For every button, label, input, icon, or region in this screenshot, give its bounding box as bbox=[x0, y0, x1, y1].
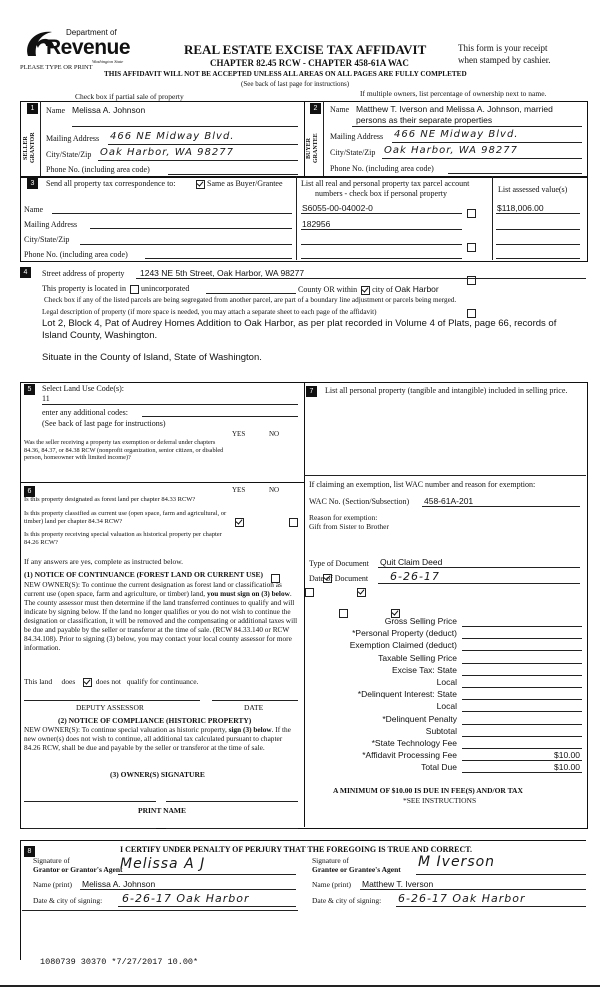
section-6-divider bbox=[20, 482, 304, 483]
notice1-bold: you must sign on (3) below bbox=[206, 589, 290, 598]
fee-row bbox=[312, 738, 582, 750]
seller-name-line bbox=[72, 126, 298, 127]
fee-label: Excise Tax: State bbox=[391, 664, 457, 675]
fee-label: *Delinquent Penalty bbox=[382, 713, 457, 724]
grantor-name-field[interactable]: Melissa A. Johnson bbox=[82, 879, 156, 889]
unincorporated-checkbox[interactable] bbox=[130, 285, 139, 294]
reason-label: Reason for exemption: bbox=[309, 513, 378, 522]
fee-row bbox=[312, 689, 582, 701]
section-8-top bbox=[20, 840, 586, 841]
deputy-assessor-field[interactable] bbox=[24, 700, 200, 701]
parcel-number-field[interactable]: 182956 bbox=[302, 219, 331, 229]
qualify-label: qualify for continuance. bbox=[126, 677, 199, 686]
fee-label: Local bbox=[436, 677, 457, 687]
notice-continuance-title: (1) NOTICE OF CONTINUANCE (FOREST LAND OR CURRENT USE) bbox=[24, 570, 264, 579]
grantee-date-label: Date & city of signing: bbox=[312, 896, 382, 905]
fee-row bbox=[312, 616, 582, 628]
fee-value-field[interactable]: $10.00 bbox=[554, 762, 580, 773]
grantee-sig-label-2: Grantee or Grantee's Agent bbox=[312, 865, 401, 874]
grantor-label: GRANTOR bbox=[30, 132, 36, 164]
grantor-bottom-line bbox=[22, 910, 298, 911]
logo-revenue: Revenue bbox=[46, 36, 131, 59]
seller-city-label: City/State/Zip bbox=[46, 150, 92, 159]
fee-label: *Affidavit Processing Fee bbox=[362, 750, 457, 761]
grantee-sig-line bbox=[416, 874, 586, 875]
fee-row bbox=[312, 677, 582, 689]
corr-divider bbox=[296, 176, 297, 260]
seller-mailing-field[interactable]: 466 NE Midway Blvd. bbox=[110, 131, 235, 142]
fee-row bbox=[312, 750, 582, 762]
buyer-city-label: City/State/Zip bbox=[330, 148, 376, 157]
assessed-header: List assessed value(s) bbox=[498, 185, 568, 194]
grantee-name-field[interactable]: Matthew T. Iverson bbox=[362, 879, 434, 889]
buyer-name-field[interactable]: Matthew T. Iverson and Melissa A. Johnson, married bbox=[356, 104, 553, 114]
unincorporated-label: unincorporated bbox=[140, 284, 190, 293]
buyer-phone-label: Phone No. (including area code) bbox=[330, 164, 434, 173]
if-yes-note: If any answers are yes, complete as instructed below. bbox=[24, 557, 184, 566]
forest-q2-yes-checkbox[interactable] bbox=[305, 588, 314, 597]
fee-label: *Personal Property (deduct) bbox=[352, 628, 457, 639]
fee-line bbox=[462, 638, 582, 639]
exemption-intro: If claiming an exemption, list WAC number and reason for exemption: bbox=[309, 480, 536, 489]
parcel-number-field[interactable] bbox=[301, 258, 462, 259]
fee-label: *Delinquent Interest: State bbox=[357, 689, 457, 700]
fee-label: Taxable Selling Price bbox=[378, 652, 457, 663]
seller-phone-label: Phone No. (including area code) bbox=[46, 165, 150, 174]
grantee-name-label: Name (print) bbox=[312, 880, 351, 889]
section-6-tag: 6 bbox=[24, 486, 35, 497]
minimum-due-note: A MINIMUM OF $10.00 IS DUE IN FEE(S) AND/OR TAX bbox=[333, 786, 523, 795]
fee-line bbox=[462, 736, 582, 737]
deputy-assessor-label: DEPUTY ASSESSOR bbox=[76, 703, 144, 712]
buyer-divider bbox=[323, 101, 324, 176]
exemption-no-checkbox[interactable] bbox=[289, 518, 298, 527]
grantor-sig-line bbox=[118, 874, 296, 875]
form-title: REAL ESTATE EXCISE TAX AFFIDAVIT bbox=[184, 42, 427, 57]
parcel-line bbox=[301, 229, 462, 230]
section-4-tag: 4 bbox=[20, 267, 31, 278]
seller-city-line bbox=[98, 160, 298, 161]
fee-line bbox=[462, 724, 582, 725]
does-not-checkbox[interactable] bbox=[83, 678, 92, 687]
buyer-name-field-2[interactable]: persons as their separate properties bbox=[356, 115, 493, 125]
please-type: PLEASE TYPE OR PRINT bbox=[20, 64, 93, 71]
assessed-line bbox=[496, 213, 580, 214]
notice2-bold: sign (3) below bbox=[228, 725, 272, 734]
county-field[interactable] bbox=[206, 293, 296, 294]
partial-sale-label: Check box if partial sale of property bbox=[75, 92, 184, 101]
form-subtitle: CHAPTER 82.45 RCW - CHAPTER 458-61A WAC bbox=[210, 58, 409, 68]
additional-codes-field[interactable] bbox=[142, 416, 298, 417]
buyer-city-line bbox=[382, 158, 582, 159]
grantee-date-field[interactable]: 6-26-17 Oak Harbor bbox=[398, 892, 526, 905]
corr-phone-label: Phone No. (including area code) bbox=[24, 250, 128, 259]
owner-signature-field-2[interactable] bbox=[166, 801, 298, 802]
does-option[interactable]: does bbox=[61, 677, 76, 686]
grantee-sig-label-1: Signature of bbox=[312, 856, 349, 865]
grantor-name-label: Name (print) bbox=[33, 880, 72, 889]
city-of-field[interactable]: Oak Harbor bbox=[394, 284, 439, 294]
land-use-label: Select Land Use Code(s): bbox=[42, 384, 124, 393]
buyer-phone-field[interactable] bbox=[448, 173, 582, 174]
section-1-tag: 1 bbox=[27, 103, 38, 114]
personal-property-checkbox[interactable] bbox=[467, 309, 476, 318]
fee-label: *State Technology Fee bbox=[371, 738, 457, 748]
parcel-number-field[interactable] bbox=[301, 244, 462, 245]
fee-row bbox=[312, 665, 582, 677]
same-as-buyer-checkbox[interactable] bbox=[196, 180, 205, 189]
parcel-number-field[interactable]: S6055-00-04002-0 bbox=[302, 203, 373, 213]
fee-row bbox=[312, 628, 582, 640]
fee-label: Exemption Claimed (deduct) bbox=[349, 640, 457, 651]
grantor-date-line bbox=[118, 906, 296, 907]
fee-row bbox=[312, 701, 582, 713]
buyer-mailing-label: Mailing Address bbox=[330, 132, 384, 141]
corr-city-label: City/State/Zip bbox=[24, 235, 70, 244]
owner-signature-field-1[interactable] bbox=[24, 801, 156, 802]
wac-label: WAC No. (Section/Subsection) bbox=[309, 497, 410, 506]
grantee-signature[interactable]: M Iverson bbox=[418, 854, 496, 870]
corr-mailing-label: Mailing Address bbox=[24, 220, 78, 229]
fee-line bbox=[462, 626, 582, 627]
no-header: NO bbox=[269, 430, 280, 438]
warning-text: THIS AFFIDAVIT WILL NOT BE ACCEPTED UNLESS ALL AREAS ON ALL PAGES ARE FULLY COMPLETED bbox=[104, 70, 467, 78]
fee-line bbox=[462, 760, 582, 761]
notice-continuance-text bbox=[24, 580, 300, 652]
exemption-yes-checkbox[interactable] bbox=[235, 518, 244, 527]
seller-label: SELLER bbox=[23, 136, 29, 160]
legal-description-line1[interactable]: Lot 2, Block 4, Pat of Audrey Homes Addition to Oak Harbor, as per plat recorded in Volume 4 of Plats, page 66, records of bbox=[42, 318, 557, 329]
land-use-code-field[interactable]: 11 bbox=[42, 394, 50, 403]
assessor-date-label: DATE bbox=[244, 703, 264, 712]
grantee-label: GRANTEE bbox=[313, 133, 319, 163]
owner-signature-label: (3) OWNER(S) SIGNATURE bbox=[110, 770, 205, 779]
assessed-value-field[interactable] bbox=[496, 244, 580, 245]
section-2-tag: 2 bbox=[310, 103, 321, 114]
section-8-tag: 8 bbox=[24, 846, 35, 857]
buyer-mailing-field[interactable]: 466 NE Midway Blvd. bbox=[394, 129, 519, 140]
doc-date-line bbox=[378, 583, 580, 584]
yes-header: YES bbox=[232, 430, 246, 438]
fee-line bbox=[462, 699, 582, 700]
seller-side-label bbox=[23, 130, 39, 166]
personal-property-label: List all personal property (tangible and intangible) included in selling price. bbox=[325, 386, 568, 395]
column-divider bbox=[304, 382, 305, 827]
grantee-date-line bbox=[396, 906, 586, 907]
fee-line bbox=[462, 650, 582, 651]
section-7-divider bbox=[304, 475, 586, 476]
seller-mailing-line bbox=[108, 144, 298, 145]
certify-statement: I CERTIFY UNDER PENALTY OF PERJURY THAT THE FOREGOING IS TRUE AND CORRECT. bbox=[120, 845, 473, 854]
buyer-mailing-line bbox=[392, 142, 582, 143]
fee-value-field[interactable]: $10.00 bbox=[554, 750, 580, 761]
fee-line bbox=[462, 675, 582, 676]
grantor-signature[interactable]: Melissa A J bbox=[120, 856, 206, 872]
fee-label: Total Due bbox=[421, 762, 457, 773]
correspondence-label: Send all property tax correspondence to: bbox=[46, 179, 176, 188]
doc-type-label: Type of Document bbox=[309, 559, 369, 568]
grantor-date-label: Date & city of signing: bbox=[33, 896, 103, 905]
buyer-side-label bbox=[306, 130, 322, 166]
see-back-note: (See back of last page for instructions) bbox=[241, 80, 350, 88]
same-as-buyer-option[interactable] bbox=[194, 179, 283, 189]
notice1-text-a: NEW OWNER(S): To continue the current designation as forest land or classification as current use (open space, farm and agriculture, or timber) land, bbox=[24, 580, 282, 598]
doc-date-field[interactable]: 6-26-17 bbox=[390, 570, 440, 583]
location-row bbox=[42, 284, 189, 294]
fee-row bbox=[312, 726, 582, 738]
doc-type-line bbox=[378, 567, 580, 568]
cashier-stamp: 1080739 30370 *7/27/2017 10.00* bbox=[40, 957, 199, 967]
grantor-sig-label-2: Grantor or Grantor's Agent bbox=[33, 865, 123, 874]
fee-line bbox=[462, 711, 582, 712]
fee-label: Local bbox=[436, 701, 457, 712]
forest-yes-header: YES bbox=[232, 486, 246, 494]
corr-name-field[interactable] bbox=[52, 213, 292, 214]
fee-label: Gross Selling Price bbox=[384, 616, 457, 626]
section-3-tag: 3 bbox=[27, 178, 38, 189]
logo-state: Washington State bbox=[92, 59, 124, 64]
seller-phone-field[interactable] bbox=[168, 174, 298, 175]
segregated-note: Check box if any of the listed parcels are being segregated from another parcel, are part of a boundary line adjustment or parcels being merged. bbox=[44, 296, 457, 304]
buyer-city-field[interactable]: Oak Harbor, WA 98277 bbox=[384, 145, 518, 156]
this-land-label: This land bbox=[24, 677, 53, 686]
personal-property-checkbox[interactable] bbox=[467, 243, 476, 252]
street-label: Street address of property bbox=[42, 269, 125, 278]
forest-question-1: Is this property designated as forest land per chapter 84.33 RCW? bbox=[24, 496, 196, 503]
fee-row bbox=[312, 714, 582, 726]
fee-row bbox=[312, 653, 582, 665]
land-use-line bbox=[42, 404, 298, 405]
fee-line bbox=[462, 748, 582, 749]
forest-no-header: NO bbox=[269, 486, 280, 494]
fee-line bbox=[462, 663, 582, 664]
assessed-value-field[interactable] bbox=[496, 229, 580, 230]
doc-date-label: Date of Document bbox=[309, 574, 369, 583]
fee-row bbox=[312, 762, 582, 774]
grantor-name-line bbox=[80, 889, 296, 890]
fee-line bbox=[462, 772, 582, 773]
continuance-row bbox=[24, 677, 198, 687]
page-bottom-edge bbox=[0, 985, 600, 987]
seller-divider bbox=[40, 101, 41, 176]
fee-row bbox=[312, 640, 582, 652]
does-not-option: does not bbox=[95, 677, 121, 686]
print-name-field-2[interactable] bbox=[166, 828, 298, 829]
seller-name-field[interactable]: Melissa A. Johnson bbox=[72, 105, 146, 115]
print-name-field-1[interactable] bbox=[24, 828, 156, 829]
exemption-question: Was the seller receiving a property tax exemption or deferral under chapters 84.36, 84.37, or 84.38 RCW (nonprofit organization, senior citizen, or disabled person, homeowner with limited income)? bbox=[24, 439, 224, 461]
forest-question-3: Is this property receiving special valuation as historical property per chapter 84.26 RCW? bbox=[24, 531, 222, 546]
parcel-line bbox=[301, 213, 462, 214]
notice-compliance-text bbox=[24, 725, 300, 752]
corr-name-label: Name bbox=[24, 205, 44, 214]
assessed-value-field[interactable] bbox=[496, 258, 580, 259]
assessed-value-field[interactable]: $118,006.00 bbox=[497, 203, 544, 213]
print-name-label: PRINT NAME bbox=[138, 806, 186, 815]
same-as-buyer-label: Same as Buyer/Grantee bbox=[207, 179, 283, 188]
legal-label: Legal description of property (if more space is needed, you may attach a separate sheet to each page of the affidavit) bbox=[42, 308, 377, 316]
dor-logo bbox=[22, 26, 132, 68]
personal-property-field[interactable] bbox=[308, 400, 578, 472]
notice-compliance-title: (2) NOTICE OF COMPLIANCE (HISTORIC PROPERTY) bbox=[58, 716, 252, 725]
logo-dept: Department of bbox=[66, 28, 117, 37]
receipt-note-1: This form is your receipt bbox=[458, 43, 548, 53]
receipt-note-2: when stamped by cashier. bbox=[458, 55, 551, 65]
seller-name-label: Name bbox=[46, 106, 66, 115]
wac-line bbox=[422, 506, 580, 507]
fee-label: Subtotal bbox=[425, 725, 457, 736]
situate-text: Situate in the County of Island, State of Washington. bbox=[42, 352, 262, 363]
street-line bbox=[136, 278, 586, 279]
county-or-within: County OR within bbox=[298, 285, 358, 294]
notice2-text-a: NEW OWNER(S): To continue special valuation as historic property, bbox=[24, 725, 229, 734]
assessed-divider bbox=[492, 176, 493, 260]
grantor-date-field[interactable]: 6-26-17 Oak Harbor bbox=[122, 892, 250, 905]
buyer-name-label: Name bbox=[330, 105, 350, 114]
doc-type-field[interactable]: Quit Claim Deed bbox=[380, 557, 443, 567]
forest-q2-no-checkbox[interactable] bbox=[357, 588, 366, 597]
fee-line bbox=[462, 687, 582, 688]
grantee-name-line bbox=[360, 889, 586, 890]
city-checkbox[interactable] bbox=[361, 286, 370, 295]
corr-phone-field[interactable] bbox=[145, 258, 292, 259]
legal-description-line2[interactable]: Island County, Washington. bbox=[42, 330, 158, 341]
city-row bbox=[298, 284, 439, 295]
buyer-name-line bbox=[352, 126, 582, 127]
reason-field[interactable]: Gift from Sister to Brother bbox=[309, 522, 389, 531]
notice2-text-b: . If the new owner(s) does not wish to continue, all additional tax calculated pursuant to chapter 84.26 RCW, shall be due and payable by the seller or transferor at the time of sale. bbox=[24, 725, 291, 752]
notice1-text-b: . The county assessor must then determine if the land transferred continues to qualify and will indicate by signing below. If the land no longer qualifies or you do not wish to continue the designation or classification, it will be removed and the compensating or additional taxes will be due and payable by the seller or transferor at the time of sale. (RCW 84.33.140 or RCW 84.34.108). Prior to signing (3) below, you may contact your local county assessor for more information. bbox=[24, 589, 298, 652]
personal-property-checkbox[interactable] bbox=[467, 209, 476, 218]
parcel-header-2: numbers - check box if personal property bbox=[315, 189, 447, 198]
assessor-date-field[interactable] bbox=[212, 700, 298, 701]
corr-mailing-field[interactable] bbox=[90, 228, 292, 229]
section-5-tag: 5 bbox=[24, 384, 35, 395]
see-instructions: *SEE INSTRUCTIONS bbox=[403, 796, 477, 805]
corr-city-field[interactable] bbox=[80, 244, 292, 245]
buyer-label: BUYER bbox=[306, 137, 312, 159]
multiple-owners-note: If multiple owners, list percentage of ownership next to name. bbox=[360, 89, 547, 98]
city-of-label: city of bbox=[372, 285, 393, 294]
additional-codes-label: enter any additional codes: bbox=[42, 408, 128, 417]
land-use-see-back: (See back of last page for instructions) bbox=[42, 419, 166, 428]
grantor-sig-label-1: Signature of bbox=[33, 856, 70, 865]
parcel-header-1: List all real and personal property tax parcel account bbox=[301, 179, 470, 188]
section-8-left bbox=[20, 840, 21, 960]
seller-city-field[interactable]: Oak Harbor, WA 98277 bbox=[100, 147, 234, 158]
located-prefix: This property is located in bbox=[42, 284, 126, 293]
wac-field[interactable]: 458-61A-201 bbox=[424, 496, 474, 506]
street-field[interactable]: 1243 NE 5th Street, Oak Harbor, WA 98277 bbox=[140, 268, 305, 278]
seller-mailing-label: Mailing Address bbox=[46, 134, 100, 143]
forest-question-2: Is this property classified as current use (open space, farm and agricultural, or timber) land per chapter 84.34 RCW? bbox=[24, 510, 227, 525]
section-7-tag: 7 bbox=[306, 386, 317, 397]
